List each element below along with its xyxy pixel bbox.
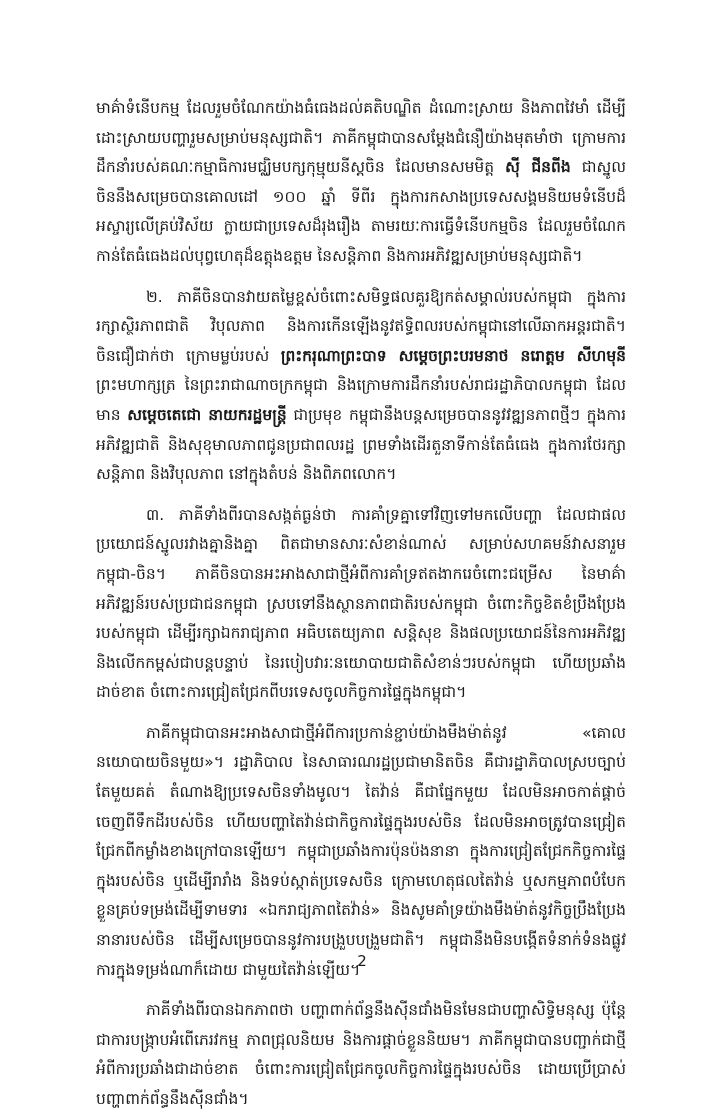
text-run: ភាគីកម្ពុជាបានអះអាងសាជាថ្មីអំពីការប្រកាន់ខ្ជាប់យ៉ាងមឹងម៉ាត់នូវ «គោលនយោបាយចិនមួយ»។ រដ្ឋាភិបាល នៃសាធារណរដ្ឋប្រជាមានិតចិន គឺជារដ្ឋាភិបាលស្របច្បាប់តែមួយគត់ តំណាងឱ្យប្រទេសចិនទាំងមូល។ តៃវ៉ាន់ គឺជាផ្នែកមួយ ដែលមិនអាចកាត់ផ្តាច់ចេញពីទឹកដីរបស់ចិន ហើយបញ្ហាតៃវ៉ាន់ជាកិច្ចការផ្ទៃក្នុងរបស់ចិន ដែលមិនអាចត្រូវបានជ្រៀតជ្រែកពីកម្លាំងខាងក្រៅបានឡើយ។ កម្ពុជាប្រឆាំងការប៉ុនប៉ងនានា ក្នុងការជ្រៀតជ្រែកកិច្ចការផ្ទៃក្នុងរបស់ចិន ឬដើម្បីរារាំង និងទប់ស្កាត់ប្រទេសចិន ក្រោមហេតុផលតៃវ៉ាន់ ឬសកម្មភាពបំបែកខ្លួនគ្រប់ទម្រង់ដើម្បីទាមទារ «ឯករាជ្យភាពតៃវ៉ាន់» និងសូមគាំទ្រយ៉ាងមឹងម៉ាត់នូវកិច្ចប្រឹងប្រែងនានារបស់ចិន ដើម្បីសម្រេចបាននូវការបង្រួបបង្រួមជាតិ។ កម្ពុជានឹងមិនបង្កើតទំនាក់ទំនងផ្លូវការក្នុងទម្រង់ណាក៏ដោយ ជាមួយតៃវ៉ាន់ឡើយ។ xyxy=(96,723,626,979)
bold-text-run: ព្រះករុណាព្រះបាទ សម្តេចព្រះបរមនាថ នរោត្តម សីហមុនី xyxy=(280,346,626,365)
text-run: មាគ៌ាទំនើបកម្ម ដែលរួមចំណែកយ៉ាងធំធេងដល់គតិបណ្ឌិត ដំណោះស្រាយ និងភាពវៃមាំ ដើម្បីដោះស្រាយបញ្ហារួមសម្រាប់មនុស្សជាតិ។ ភាគីកម្ពុជាបានសម្តែងជំនឿយ៉ាងមុតមាំថា ក្រោមការដឹកនាំរបស់គណៈកម្មាធិការមជ្ឈិមបក្សកុម្មុយនីស្តចិន ដែលមានសមមិត្ត xyxy=(96,99,626,177)
text-run: ជាប្រមុខ កម្ពុជានឹងបន្តសម្រេចបាននូវវឌ្ឍនភាពថ្មីៗ ក្នុងការអភិវឌ្ឍជាតិ និងសុខុមាលភាពជូនប្រជាពលរដ្ឋ ព្រមទាំងដើរតួនាទីកាន់តែធំធេង ក្នុងការថែរក្សាសន្តិភាព និងវិបុលភាព នៅក្នុងតំបន់ និងពិភពលោក។ xyxy=(96,405,626,484)
text-run: ជាស្នូល ចិននឹងសម្រេចបានគោលដៅ ១០០ ឆ្នាំ ទីពីរ ក្នុងការកសាងប្រទេសសង្គមនិយមទំនើបដ៏អស្ចារ្យលើគ្រប់វិស័យ ក្លាយជាប្រទេសដ៏រុងរឿង តាមរយៈការធ្វើទំនើបកម្មចិន ដែលរួមចំណែកកាន់តែធំធេងដល់បុព្វហេតុដ៏ឧត្តុងឧត្តម នៃសន្តិភាព និងការអភិវឌ្ឍសម្រាប់មនុស្សជាតិ។ xyxy=(96,158,626,265)
text-run: ភាគីទាំងពីរបានឯកភាពថា បញ្ហាពាក់ព័ន្ធនឹងស៊ីនជាំងមិនមែនជាបញ្ហាសិទ្ធិមនុស្ស ប៉ុន្តែជាការបង្ក្រាបអំពើភេរវកម្ម ភាពជ្រុលនិយម និងការផ្តាច់ខ្លួននិយម។ ភាគីកម្ពុជាបានបញ្ជាក់ជាថ្មីអំពីការប្រឆាំងជាដាច់ខាត ចំពោះការជ្រៀតជ្រែកចូលកិច្ចការផ្ទៃក្នុងរបស់ចិន ដោយប្រើប្រាស់បញ្ហាពាក់ព័ន្ធនឹងស៊ីនជាំង។ xyxy=(96,1001,626,1108)
text-run: ៣. ភាគីទាំងពីរបានសង្កត់ធ្ងន់ថា ការគាំទ្រគ្នាទៅវិញទៅមកលើបញ្ហា ដែលជាផលប្រយោជន៍ស្នូលរវាងគ្នានិងគ្នា ពិតជាមានសារៈសំខាន់ណាស់ សម្រាប់សហគមន៍វាសនារួមកម្ពុជា-ចិន។ ភាគីចិនបានអះអាងសាជាថ្មីអំពីការគាំទ្រឥតងាករេចំពោះជម្រើស នៃមាគ៌ាអភិវឌ្ឍន៍របស់ប្រជាជនកម្ពុជា ស្របទៅនឹងស្ថានភាពជាតិរបស់កម្ពុជា ចំពោះកិច្ចខិតខំប្រឹងប្រែងរបស់កម្ពុជា ដើម្បីរក្សាឯករាជ្យភាព អធិបតេយ្យភាព សន្តិសុខ និងផលប្រយោជន៍នៃការអភិវឌ្ឍ និងលើកកម្ពស់ជាបន្តបន្ទាប់ នៃរបៀបវារៈនយោបាយជាតិសំខាន់ៗរបស់កម្ពុជា ហើយប្រឆាំងដាច់ខាត ចំពោះការជ្រៀតជ្រែកពីបរទេសចូលកិច្ចការផ្ទៃក្នុងកម្ពុជា។ xyxy=(96,505,626,702)
paragraph-3 xyxy=(96,501,626,708)
paragraph-one-china-policy xyxy=(96,719,626,985)
text-run: ព្រះមហាក្សត្រ នៃព្រះរាជាណាចក្រកម្ពុជា និងក្រោមការដឹកនាំរបស់រាជរដ្ឋាភិបាលកម្ពុជា ដែលមាន xyxy=(96,376,626,424)
bold-text-run: ស៊ី ជីនពីង xyxy=(505,158,571,177)
page-number: 2 xyxy=(357,952,367,970)
paragraph-xinjiang xyxy=(96,996,626,1114)
bold-text-run: សម្តេចតេជោ នាយករដ្ឋមន្ត្រី xyxy=(127,405,287,424)
paragraph-intro-continued xyxy=(96,94,626,272)
text-run: ២. ភាគីចិនបានវាយតម្លៃខ្ពស់ចំពោះសមិទ្ធផលគួរឱ្យកត់សម្គាល់របស់កម្ពុជា ក្នុងការរក្សាស្ថិរភាពជាតិ វិបុលភាព និងការកើនឡើងនូវឥទ្ធិពលរបស់កម្ពុជានៅលើឆាកអន្តរជាតិ។ ចិនជឿជាក់ថា ក្រោមម្លប់របស់ xyxy=(96,287,626,365)
paragraph-2 xyxy=(96,283,626,490)
